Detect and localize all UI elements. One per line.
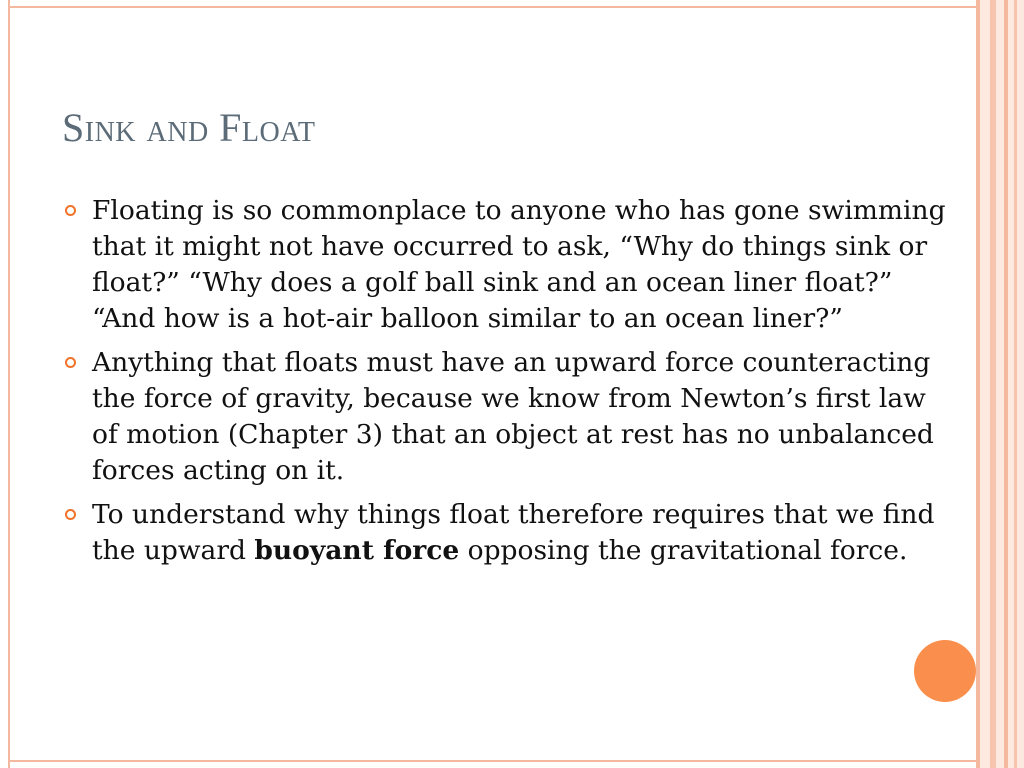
hollow-circle-bullet-icon: [65, 357, 76, 368]
bullet-text-after: opposing the gravitational force.: [459, 535, 908, 566]
right-stripe: [1014, 0, 1017, 768]
bullet-list: [62, 193, 952, 577]
right-stripe: [990, 0, 996, 768]
frame-bottom-line: [8, 760, 976, 762]
hollow-circle-bullet-icon: [65, 509, 76, 520]
slide-title: Sink and Float: [62, 105, 316, 150]
frame-top-line: [8, 6, 976, 8]
bullet-text-before: To understand why things float therefore requires that we find the upward: [92, 499, 935, 566]
bullet-item: [62, 345, 952, 489]
bullet-item: [62, 497, 952, 569]
bullet-item: [62, 193, 952, 337]
frame-left-line: [8, 0, 10, 768]
right-stripe: [1004, 0, 1008, 768]
bullet-text: Anything that floats must have an upward force counteracting the force of gravity, because we know from Newton’s first law of motion (Chapter 3) that an object at rest has no unbalanced forces acting on it.: [92, 347, 934, 486]
bold-term-buoyant-force: buoyant force: [254, 535, 460, 566]
bullet-text: Floating is so commonplace to anyone who has gone swimming that it might not have occurred to ask, “Why do things sink or float?” “Why does a golf ball sink and an ocean liner float?” “And how is a hot-air balloon similar to an ocean liner?”: [92, 195, 946, 334]
right-stripe: [976, 0, 980, 768]
orange-circle-icon: [914, 640, 976, 702]
hollow-circle-bullet-icon: [65, 205, 76, 216]
